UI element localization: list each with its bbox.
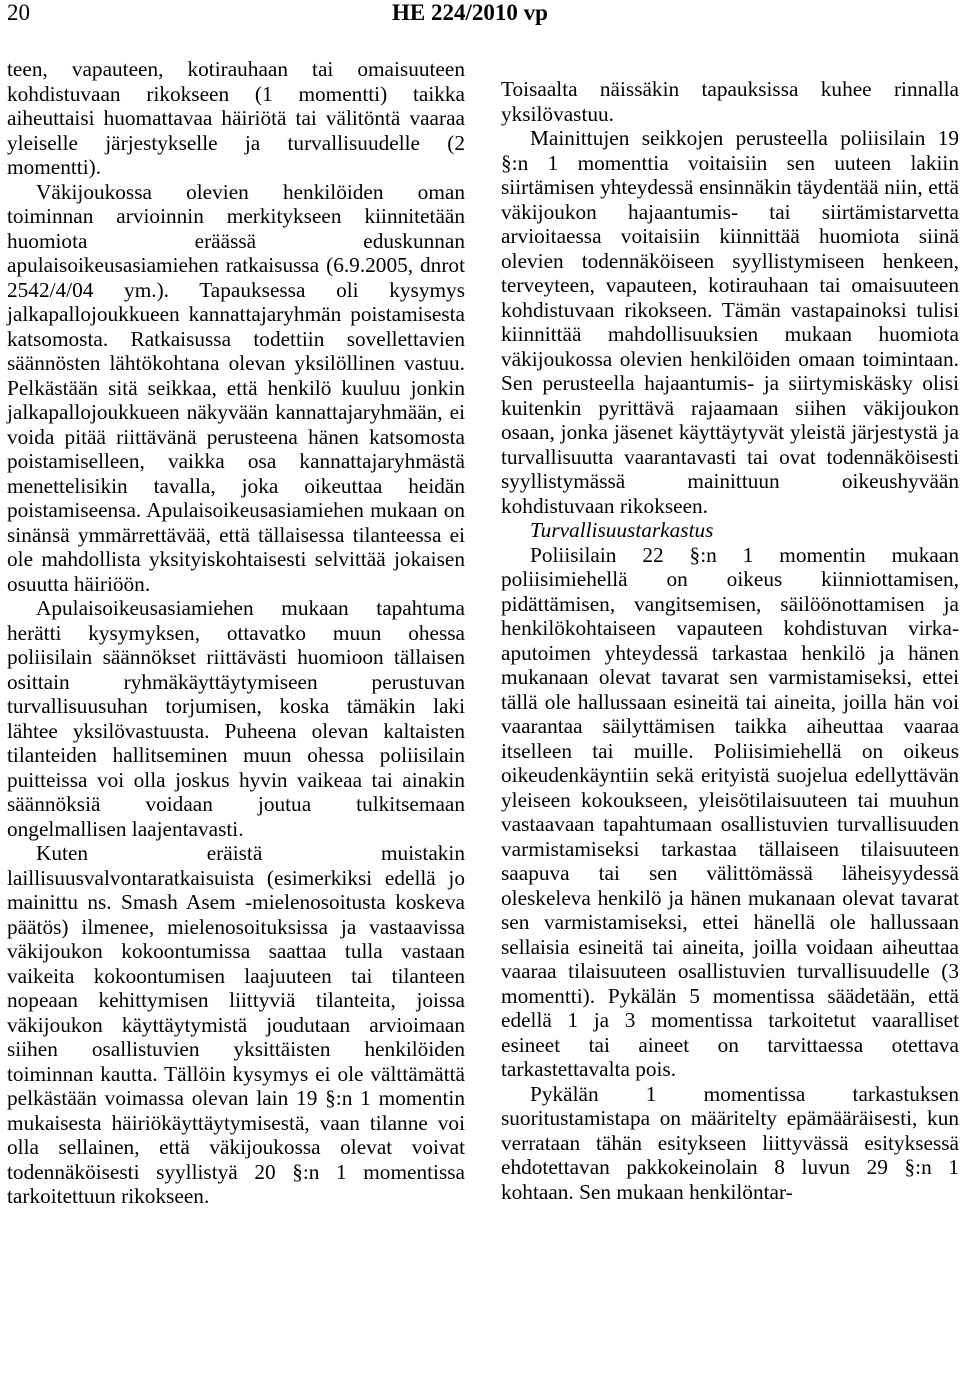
paragraph: Toisaalta näissäkin tapauksissa kuhee rinnalla yksilövastuu. — [501, 77, 959, 126]
paragraph: Poliisilain 22 §:n 1 momentin mukaan poliisimiehellä on oikeus kiinniottamisen, pidättämisen, vangitsemisen, säilöönottamisen ja henkilökohtaiseen vapauteen kohdistuvan virka-aputoimen yhteydessä tarkastaa henkilö ja hänen mukanaan olevat tavarat sen varmistamiseksi, ettei tällä ole hallussaan esineitä tai aineita, joilla hän voi vaarantaa säilyttämisen taikka aiheuttaa vaaraa itselleen tai muille. Poliisimiehellä on oikeus oikeudenkäyntiin sekä erityistä suojelua edellyttävän yleiseen kokoukseen, yleisötilaisuuteen tai muuhun vastaavaan tapahtumaan osallistuvien turvallisuuden varmistamiseksi tarkastaa tällaiseen tilaisuuteen saapuva tai sen välittömässä läheisyydessä oleskeleva henkilö ja hänen mukanaan olevat tavarat sen varmistamiseksi, ettei hänellä ole hallussaan sellaisia esineitä tai aineita, joilla voidaan aiheuttaa vaaraa tilaisuuteen osallistuvien turvallisuudelle (3 momentti). Pykälän 5 momentissa säädetään, että edellä 1 ja 3 momentissa tarkoitetut vaaralliset esineet tai aineet on tarvittaessa otettava tarkastettavalta pois. — [501, 542, 959, 1081]
left-column — [7, 57, 465, 1209]
paragraph: Kuten eräistä muistakin laillisuusvalvontaratkaisuista (esimerkiksi edellä jo mainittu ns. Smash Asem -mielenosoitusta koskeva päätös) ilmenee, mielenosoituksissa ja vastaavissa väkijoukon kokoontumissa saattaa tulla vastaan vaikeita kokoontumisen laajuuteen tai tilanteen nopeaan kehittymisen liittyviä tilanteita, joissa väkijoukon käyttäytymistä joudutaan arvioimaan siihen osallistuvien yksittäisten henkilöiden toiminnan kautta. Tällöin kysymys ei ole välttämättä pelkästään voimassa olevan lain 19 §:n 1 momentin mukaisesta häiriökäyttäytymisestä, vaan tilanne voi olla sellainen, että väkijoukossa olevat voivat todennäköisesti syyllistyä 20 §:n 1 momentissa tarkoitettuun rikokseen. — [7, 841, 465, 1208]
paragraph: Apulaisoikeusasiamiehen mukaan tapahtuma herätti kysymyksen, ottavatko muun ohessa poliisilain säännökset riittävästi huomioon tällaisen osittain ryhmäkäyttäytymiseen perustuvan turvallisuusuhan torjumisen, koska tämäkin laki lähtee yksilövastuusta. Puheena olevan kaltaisten tilanteiden hallitseminen muun ohessa poliisilain puitteissa voi olla joskus hyvin vaikeaa tai ainakin säännöksiä voidaan joutua tulkitsemaan ongelmallisen laajentavasti. — [7, 596, 465, 841]
paragraph: Väkijoukossa olevien henkilöiden oman toiminnan arvioinnin merkitykseen kiinnitetään huomiota eräässä eduskunnan apulaisoikeusasiamiehen ratkaisussa (6.9.2005, dnrot 2542/4/04 ym.). Tapauksessa oli kysymys jalkapallojoukkueen kannattajaryhmän poistamisesta katsomosta. Ratkaisussa todettiin sovellettavien säännösten lähtökohtana olevan yksilöllinen vastuu. Pelkästään sitä seikkaa, että henkilö kuuluu jonkin jalkapallojoukkueen näkyvään kannattajaryhmään, ei voida pitää riittävänä perusteena hänen katsomosta poistamiselleen, vaikka osa kannattajaryhmästä menettelisikin tavalla, joka oikeuttaa heidän poistamiseensa. Apulaisoikeusasiamiehen mukaan on sinänsä ymmärrettävää, että tällaisessa tilanteessa ei ole mahdollista yksityiskohtaisesti selvittää jokaisen osuutta häiriöön. — [7, 179, 465, 596]
paragraph: Pykälän 1 momentissa tarkastuksen suoritustamistapa on määritelty epämääräisesti, kun verrataan tähän esitykseen liittyvässä esityksessä ehdotettavan pakkokeinolain 8 luvun 29 §:n 1 kohtaan. Sen mukaan henkilöntar- — [501, 1081, 959, 1204]
section-heading: Turvallisuustarkastus — [530, 518, 714, 542]
right-column — [501, 77, 959, 1204]
page-number: 20 — [7, 0, 30, 25]
paragraph: teen, vapauteen, kotirauhaan tai omaisuuteen kohdistuvaan rikokseen (1 momentti) taikka aiheuttaisi huomattavaa häiriötä tai välitöntä vaaraa yleiselle järjestykselle ja turvallisuudelle (2 momentti). — [7, 57, 465, 179]
document-id-header: HE 224/2010 vp — [392, 0, 548, 25]
paragraph: Mainittujen seikkojen perusteella poliisilain 19 §:n 1 momenttia voitaisiin sen uuteen lakiin siirtämisen yhteydessä ensinnäkin täydentää niin, että väkijoukon hajaantumis- tai siirtämistarvetta arvioitaessa voitaisiin kiinnittää huomiota siinä olevien todennäköiseen syyllistymiseen henkeen, terveyteen, vapauteen, kotirauhaan tai omaisuuteen kohdistuvaan rikokseen. Tämän vastapainoksi tulisi kiinnittää mahdollisuuksien mukaan huomiota väkijoukossa olevien henkilöiden omaan toimintaan. Sen perusteella hajaantumis- ja siirtymiskäsky olisi kuitenkin pyrittävä rajaamaan siihen väkijoukon osaan, jonka jäsenet käyttäytyvät yleistä järjestystä ja turvallisuutta vaarantavasti tai ovat todennäköisesti syyllistymässä mainittuun oikeushyvään kohdistuvaan rikokseen. — [501, 126, 959, 518]
